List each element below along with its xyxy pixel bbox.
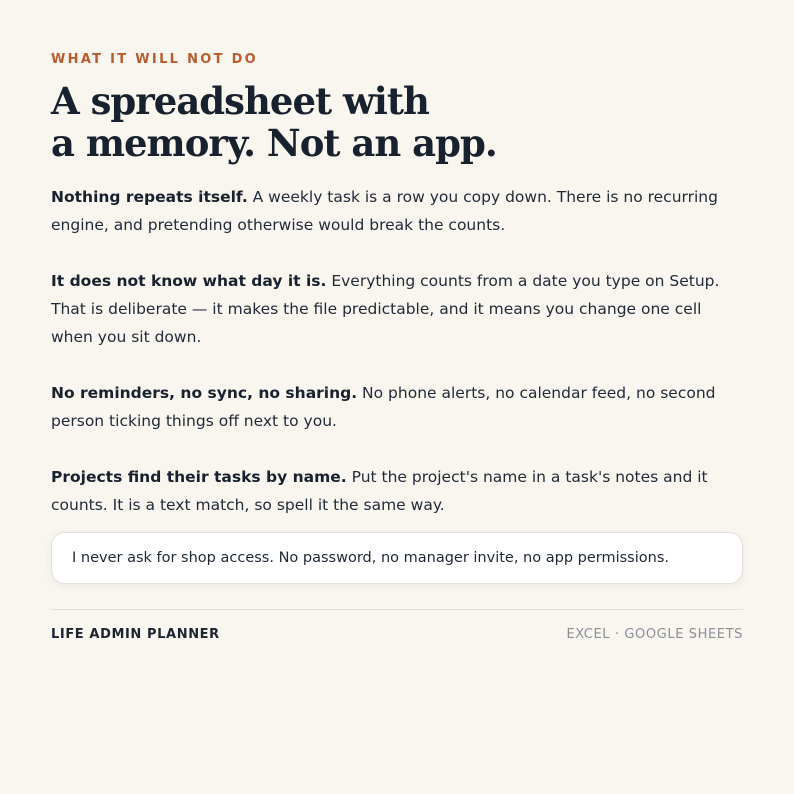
limitation-item (51, 267, 743, 351)
limitation-body: Everything counts from a date you type on Setup. That is deliberate — it makes the file predictable, and it means you change one cell when you sit down. (51, 272, 720, 346)
access-callout-text: I never ask for shop access. No password, no manager invite, no app permissions. (72, 550, 669, 566)
footer-platforms: EXCEL · GOOGLE SHEETS (566, 627, 743, 642)
limitation-body: No phone alerts, no calendar feed, no second person ticking things off next to you. (51, 384, 716, 430)
footer-divider (51, 609, 743, 610)
access-callout (51, 532, 743, 584)
limitation-item (51, 379, 743, 435)
limitation-item (51, 463, 743, 519)
page-title-line-1: A spreadsheet with (51, 79, 429, 123)
limitation-lead: Projects find their tasks by name. (51, 468, 347, 486)
limitation-item (51, 183, 743, 239)
limitations-list (51, 183, 743, 547)
limitation-lead: It does not know what day it is. (51, 272, 327, 290)
page-title (51, 80, 743, 164)
limitation-body: A weekly task is a row you copy down. There is no recurring engine, and pretending otherwise would break the counts. (51, 188, 718, 234)
section-eyebrow: WHAT IT WILL NOT DO (51, 52, 259, 67)
limitation-body: Put the project's name in a task's notes and it counts. It is a text match, so spell it the same way. (51, 468, 708, 514)
limitation-lead: No reminders, no sync, no sharing. (51, 384, 358, 402)
limitation-lead: Nothing repeats itself. (51, 188, 248, 206)
page-title-line-2: a memory. Not an app. (51, 121, 497, 165)
footer-brand: LIFE ADMIN PLANNER (51, 627, 220, 642)
